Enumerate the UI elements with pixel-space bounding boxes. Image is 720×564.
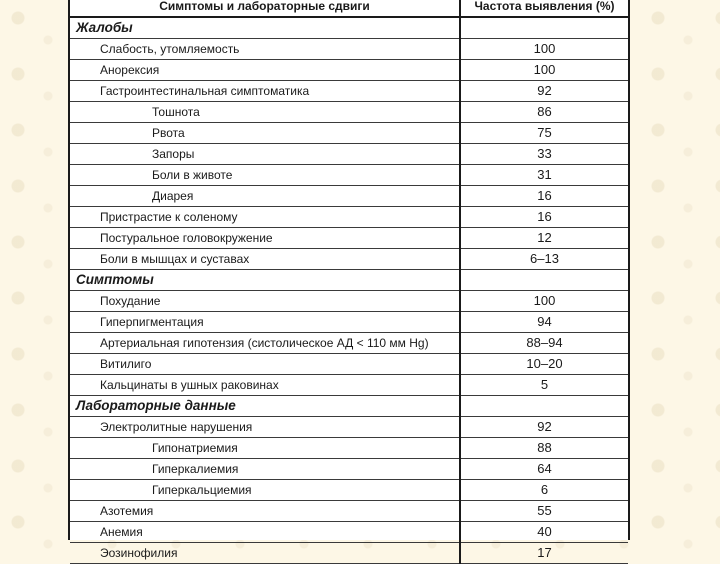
header-symptoms: Симптомы и лабораторные сдвиги [70, 0, 460, 17]
frequency-value: 12 [460, 228, 628, 249]
table-section-row [70, 396, 628, 417]
frequency-value: 6 [460, 480, 628, 501]
frequency-value: 16 [460, 207, 628, 228]
symptom-label: Запоры [70, 144, 460, 165]
frequency-value [460, 270, 628, 291]
frequency-value: 5 [460, 375, 628, 396]
frequency-value: 86 [460, 102, 628, 123]
frequency-value: 88 [460, 438, 628, 459]
frequency-value: 100 [460, 60, 628, 81]
table-row [70, 354, 628, 375]
frequency-value [460, 17, 628, 39]
symptom-label: Похудание [70, 291, 460, 312]
table-row [70, 207, 628, 228]
frequency-value: 16 [460, 186, 628, 207]
document-page [68, 0, 630, 560]
frequency-value: 92 [460, 81, 628, 102]
table-row [70, 333, 628, 354]
frequency-value: 88–94 [460, 333, 628, 354]
frequency-value: 17 [460, 543, 628, 564]
table-row [70, 501, 628, 522]
frequency-value: 100 [460, 291, 628, 312]
symptom-label: Гиперпигментация [70, 312, 460, 333]
symptom-label: Витилиго [70, 354, 460, 375]
table-row [70, 186, 628, 207]
table-row [70, 249, 628, 270]
symptom-label: Гипонатриемия [70, 438, 460, 459]
frequency-value: 31 [460, 165, 628, 186]
symptoms-table [70, 0, 628, 564]
table-body [70, 17, 628, 564]
symptom-label: Гиперкалиемия [70, 459, 460, 480]
table-row [70, 480, 628, 501]
table-row [70, 81, 628, 102]
table-row [70, 291, 628, 312]
symptom-label: Слабость, утомляемость [70, 39, 460, 60]
symptom-label: Артериальная гипотензия (систолическое АД < 110 мм Hg) [70, 333, 460, 354]
frequency-value: 64 [460, 459, 628, 480]
frequency-value: 33 [460, 144, 628, 165]
header-frequency: Частота выявления (%) [460, 0, 628, 17]
table-section-row [70, 17, 628, 39]
frequency-value: 55 [460, 501, 628, 522]
symptom-label: Тошнота [70, 102, 460, 123]
table-row [70, 228, 628, 249]
table-row [70, 144, 628, 165]
frequency-value: 6–13 [460, 249, 628, 270]
table-row [70, 102, 628, 123]
symptom-label: Гастроинтестинальная симптоматика [70, 81, 460, 102]
symptom-label: Эозинофилия [70, 543, 460, 564]
frequency-value: 75 [460, 123, 628, 144]
symptom-label: Анорексия [70, 60, 460, 81]
frequency-value: 100 [460, 39, 628, 60]
symptom-label: Боли в мышцах и суставах [70, 249, 460, 270]
table-row [70, 522, 628, 543]
symptom-label: Гиперкальциемия [70, 480, 460, 501]
frequency-value [460, 396, 628, 417]
section-title: Лабораторные данные [70, 396, 460, 417]
frequency-value: 40 [460, 522, 628, 543]
table-row [70, 123, 628, 144]
symptom-label: Пристрастие к соленому [70, 207, 460, 228]
table-header-row [70, 0, 628, 17]
symptom-label: Рвота [70, 123, 460, 144]
table-row [70, 165, 628, 186]
symptom-label: Электролитные нарушения [70, 417, 460, 438]
table-row [70, 438, 628, 459]
section-title: Симптомы [70, 270, 460, 291]
frequency-value: 94 [460, 312, 628, 333]
table-row [70, 312, 628, 333]
symptom-label: Кальцинаты в ушных раковинах [70, 375, 460, 396]
table-row [70, 39, 628, 60]
symptom-label: Диарея [70, 186, 460, 207]
table-row [70, 60, 628, 81]
frequency-value: 10–20 [460, 354, 628, 375]
table-row [70, 459, 628, 480]
table-row [70, 543, 628, 564]
symptom-label: Азотемия [70, 501, 460, 522]
section-title: Жалобы [70, 17, 460, 39]
symptom-label: Боли в животе [70, 165, 460, 186]
table-row [70, 375, 628, 396]
table-section-row [70, 270, 628, 291]
symptom-label: Постуральное головокружение [70, 228, 460, 249]
symptom-label: Анемия [70, 522, 460, 543]
table-row [70, 417, 628, 438]
frequency-value: 92 [460, 417, 628, 438]
